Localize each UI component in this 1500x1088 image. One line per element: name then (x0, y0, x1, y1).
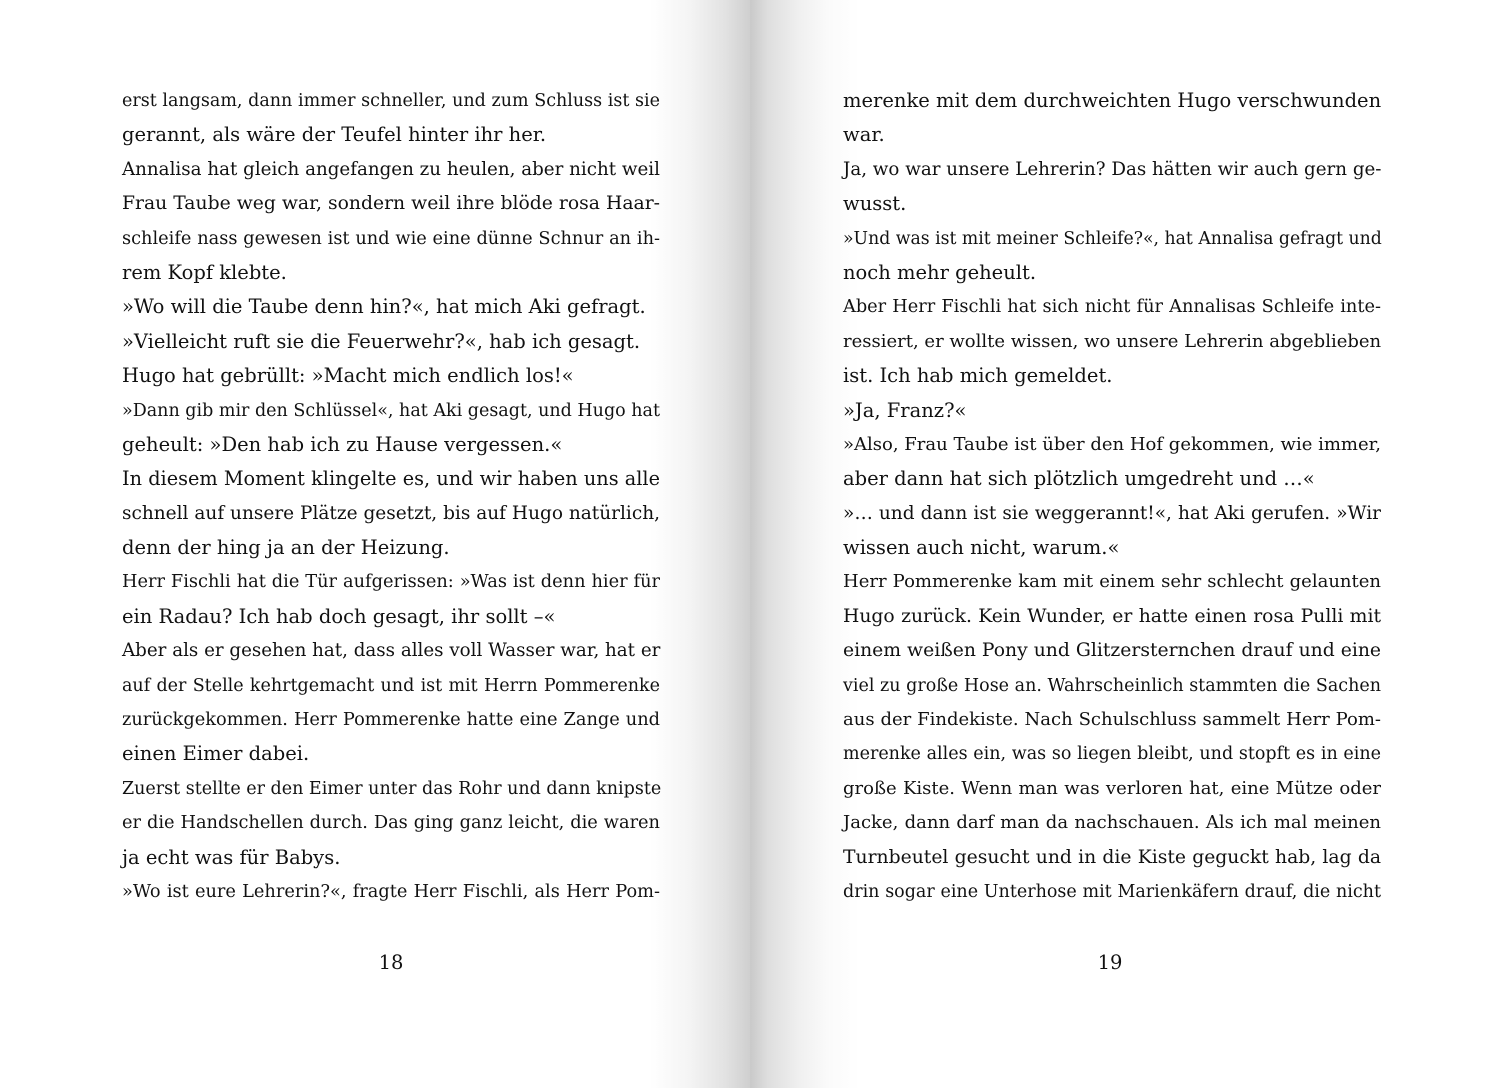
text-line: Hugo zurück. Kein Wunder, er hatte einen rosa Pulli mit (843, 605, 1381, 627)
text-line: »Wo will die Taube denn hin?«, hat mich Aki gefragt. (122, 295, 646, 319)
text-line: »Vielleicht ruft sie die Feuerwehr?«, hab ich gesagt. (122, 329, 641, 353)
text-line: ein Radau? Ich hab doch gesagt, ihr sollt –« (122, 604, 556, 628)
text-line: Turnbeutel gesucht und in die Kiste geguckt hab, lag da (843, 846, 1381, 868)
text-line: merenke alles ein, was so liegen bleibt, und stopft es in eine (843, 744, 1381, 765)
left-page-text (122, 84, 660, 909)
text-line: wissen auch nicht, warum.« (843, 536, 1120, 560)
text-line: Aber als er gesehen hat, dass alles voll Wasser war, hat er (122, 640, 661, 662)
text-line: einem weißen Pony und Glitzersternchen drauf und eine (843, 640, 1381, 662)
text-line: »Dann gib mir den Schlüssel«, hat Aki gesagt, und Hugo hat (122, 400, 660, 421)
text-line: einen Eimer dabei. (122, 742, 310, 766)
left-page-number: 18 (378, 951, 404, 974)
right-page-number: 19 (1097, 951, 1123, 974)
text-line: schnell auf unsere Plätze gesetzt, bis auf Hugo natürlich, (122, 502, 660, 524)
text-line: Aber Herr Fischli hat sich nicht für Annalisas Schleife inte- (843, 297, 1381, 318)
text-line: Annalisa hat gleich angefangen zu heulen, aber nicht weil (122, 158, 660, 180)
right-page (750, 0, 1500, 1088)
text-line: Herr Pommerenke kam mit einem sehr schlecht gelaunten (843, 571, 1381, 593)
text-line: ist. Ich hab mich gemeldet. (843, 364, 1113, 388)
text-line: ja echt was für Babys. (122, 845, 341, 869)
text-line: Frau Taube weg war, sondern weil ihre blöde rosa Haar- (122, 193, 660, 215)
text-line: viel zu große Hose an. Wahrscheinlich stammten die Sachen (843, 675, 1381, 696)
text-line: »… und dann ist sie weggerannt!«, hat Aki gerufen. »Wir (843, 502, 1381, 524)
text-line: ressiert, er wollte wissen, wo unsere Lehrerin abgeblieben (843, 330, 1382, 352)
text-line: aus der Findekiste. Nach Schulschluss sammelt Herr Pom- (843, 709, 1381, 731)
text-line: noch mehr geheult. (843, 260, 1037, 284)
text-line: wusst. (843, 192, 907, 216)
text-line: denn der hing ja an der Heizung. (122, 536, 450, 560)
text-line: merenke mit dem durchweichten Hugo verschwunden (843, 89, 1382, 112)
text-line: aber dann hat sich plötzlich umgedreht und …« (843, 467, 1315, 491)
text-line: gerannt, als wäre der Teufel hinter ihr her. (122, 123, 547, 147)
text-line: »Und was ist mit meiner Schleife?«, hat Annalisa gefragt und (843, 228, 1382, 249)
text-line: große Kiste. Wenn man was verloren hat, eine Mütze oder (843, 777, 1381, 799)
text-line: »Ja, Franz?« (843, 398, 967, 422)
text-line: Jacke, dann darf man da nachschauen. Als ich mal meinen (843, 812, 1381, 834)
text-line: schleife nass gewesen ist und wie eine dünne Schnur an ih- (122, 228, 660, 249)
text-line: Ja, wo war unsere Lehrerin? Das hätten wir auch gern ge- (843, 158, 1382, 180)
text-line: »Wo ist eure Lehrerin?«, fragte Herr Fischli, als Herr Pom- (122, 881, 660, 902)
text-line: auf der Stelle kehrtgemacht und ist mit Herrn Pommerenke (122, 675, 660, 696)
text-line: war. (843, 123, 885, 147)
right-page-text (843, 84, 1381, 909)
text-line: drin sogar eine Unterhose mit Marienkäfern drauf, die nicht (843, 881, 1381, 902)
text-line: zurückgekommen. Herr Pommerenke hatte eine Zange und (122, 710, 660, 731)
text-line: Hugo hat gebrüllt: »Macht mich endlich los!« (122, 364, 574, 388)
text-line: Zuerst stellte er den Eimer unter das Rohr und dann knipste (122, 778, 662, 799)
text-line: erst langsam, dann immer schneller, und zum Schluss ist sie (122, 91, 660, 111)
text-line: er die Handschellen durch. Das ging ganz leicht, die waren (122, 813, 660, 834)
text-line: geheult: »Den hab ich zu Hause vergessen.« (122, 432, 563, 456)
text-line: In diesem Moment klingelte es, und wir haben uns alle (122, 467, 660, 491)
text-line: rem Kopf klebte. (122, 260, 287, 284)
text-line: »Also, Frau Taube ist über den Hof gekommen, wie immer, (843, 433, 1381, 455)
text-line: Herr Fischli hat die Tür aufgerissen: »Was ist denn hier für (122, 572, 660, 593)
